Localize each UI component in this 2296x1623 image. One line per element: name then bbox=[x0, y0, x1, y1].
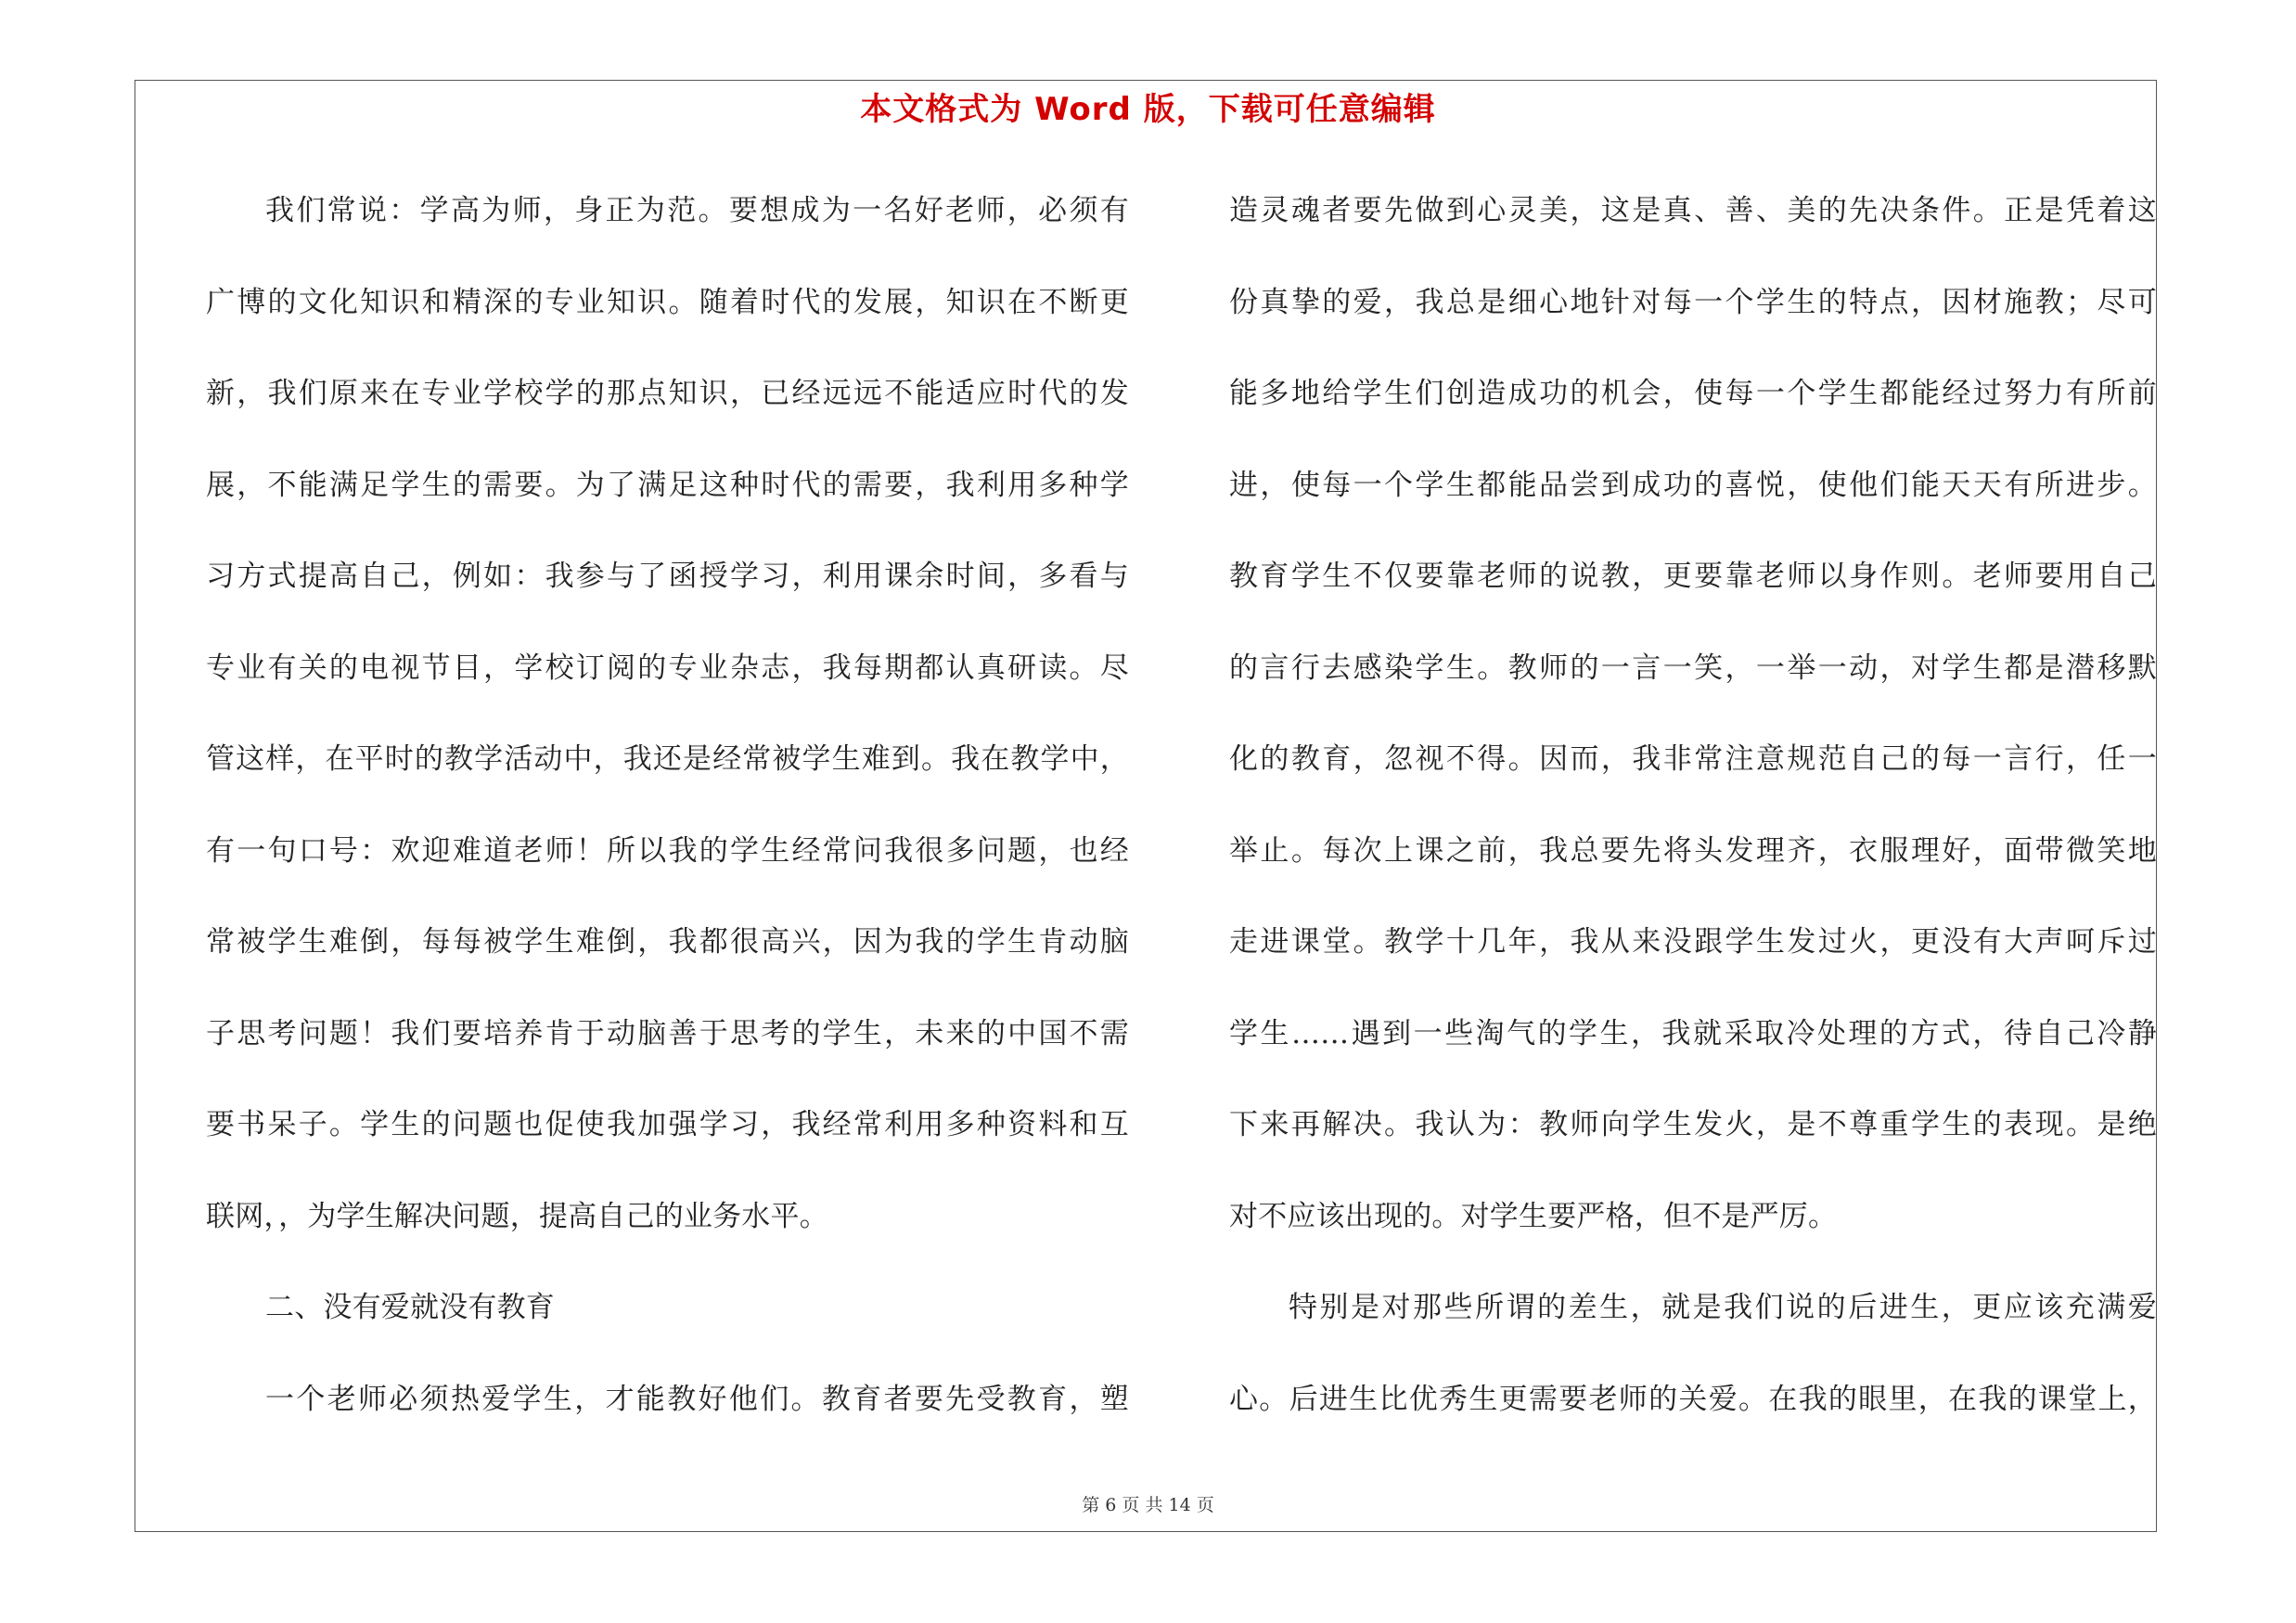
section-heading: 二、没有爱就没有教育 bbox=[265, 1291, 555, 1324]
text-line: 习方式提高自己，例如：我参与了函授学习，利用课余时间，多看与 bbox=[206, 560, 1129, 593]
text-line: 举止。每次上课之前，我总要先将头发理齐，衣服理好，面带微笑地 bbox=[1229, 833, 2157, 868]
text-line: 进，使每一个学生都能品尝到成功的喜悦，使他们能天天有所进步。 bbox=[1229, 468, 2157, 502]
text-line: 广博的文化知识和精深的专业知识。随着时代的发展，知识在不断更 bbox=[206, 285, 1129, 319]
text-line: 能多地给学生们创造成功的机会，使每一个学生都能经过努力有所前 bbox=[1229, 377, 2157, 410]
text-line: 对不应该出现的。对学生要严格，但不是严厉。 bbox=[1229, 1199, 1838, 1233]
text-line: 下来再解决。我认为：教师向学生发火，是不尊重学生的表现。是绝 bbox=[1229, 1108, 2157, 1141]
text-line: 我们常说：学高为师，身正为范。要想成为一名好老师，必须有 bbox=[265, 194, 1129, 227]
text-line: 专业有关的电视节目，学校订阅的专业杂志，我每期都认真研读。尽 bbox=[206, 650, 1129, 685]
text-line: 特别是对那些所谓的差生，就是我们说的后进生，更应该充满爱 bbox=[1289, 1291, 2157, 1324]
page-number-footer: 第 6 页 共 14 页 bbox=[1082, 1495, 1214, 1515]
text-line: 管这样，在平时的教学活动中，我还是经常被学生难到。我在教学中， bbox=[206, 742, 1129, 776]
text-line: 常被学生难倒，每每被学生难倒，我都很高兴，因为我的学生肯动脑 bbox=[206, 925, 1129, 959]
text-line: 一个老师必须热爱学生，才能教好他们。教育者要先受教育，塑 bbox=[265, 1382, 1129, 1416]
text-line: 子思考问题！我们要培养肯于动脑善于思考的学生，未来的中国不需 bbox=[206, 1016, 1129, 1050]
text-line: 心。后进生比优秀生更需要老师的关爱。在我的眼里，在我的课堂上， bbox=[1229, 1382, 2157, 1416]
word-format-banner: 本文格式为 Word 版，下载可任意编辑 bbox=[860, 91, 1436, 128]
text-line: 联网，，为学生解决问题，提高自己的业务水平。 bbox=[206, 1199, 828, 1233]
text-line: 教育学生不仅要靠老师的说教，更要靠老师以身作则。老师要用自己 bbox=[1229, 560, 2157, 593]
text-line: 化的教育，忽视不得。因而，我非常注意规范自己的每一言行，任一 bbox=[1229, 742, 2157, 776]
right-text-column bbox=[1229, 182, 2157, 1462]
text-line: 新，我们原来在专业学校学的那点知识，已经远远不能适应时代的发 bbox=[206, 377, 1129, 410]
text-line: 造灵魂者要先做到心灵美，这是真、善、美的先决条件。正是凭着这 bbox=[1229, 194, 2157, 227]
text-line: 展，不能满足学生的需要。为了满足这种时代的需要，我利用多种学 bbox=[206, 468, 1129, 502]
text-line: 份真挚的爱，我总是细心地针对每一个学生的特点，因材施教；尽可 bbox=[1229, 285, 2157, 319]
left-text-column bbox=[206, 182, 1129, 1462]
text-line: 的言行去感染学生。教师的一言一笑，一举一动，对学生都是潜移默 bbox=[1229, 650, 2157, 685]
text-line: 要书呆子。学生的问题也促使我加强学习，我经常利用多种资料和互 bbox=[206, 1108, 1129, 1141]
text-line: 学生……遇到一些淘气的学生，我就采取冷处理的方式，待自己冷静 bbox=[1229, 1016, 2157, 1050]
text-line: 有一句口号：欢迎难道老师！所以我的学生经常问我很多问题，也经 bbox=[206, 833, 1129, 868]
text-line: 走进课堂。教学十几年，我从来没跟学生发过火，更没有大声呵斥过 bbox=[1229, 925, 2157, 959]
